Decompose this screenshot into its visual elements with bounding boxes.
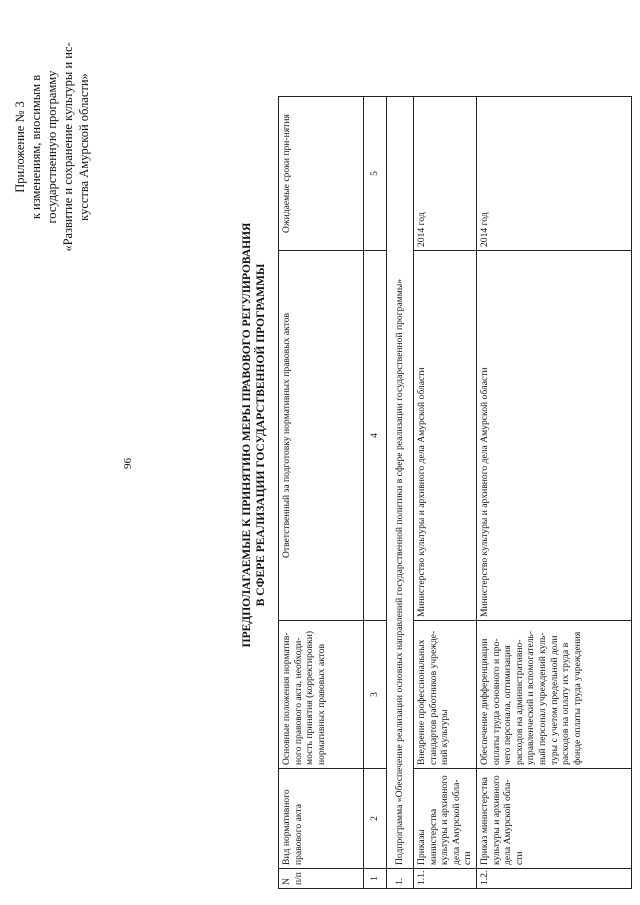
header-cell-responsible: Ответственный за подготовку нормативных правовых актов [279, 251, 364, 621]
appendix-line: «Развитие и сохранение культуры и ис- [61, 42, 75, 252]
subprogram-row [387, 97, 414, 889]
table-header-row [279, 97, 364, 889]
header-cell-number: N п/п [279, 869, 364, 889]
column-number: 1 [364, 869, 387, 889]
row-deadline: 2014 год [414, 97, 477, 251]
column-number-row [364, 97, 387, 889]
column-number: 3 [364, 621, 387, 769]
header-cell-deadline: Ожидаемые сроки при-нятия [279, 97, 364, 251]
row-responsible: Министерство культуры и архивного дела Амурской области [476, 251, 631, 621]
heading-line-1: ПРЕДПОЛАГАЕМЫЕ К ПРИНЯТИЮ МЕРЫ ПРАВОВОГО РЕГУЛИРОВАНИЯ [241, 222, 253, 648]
row-provisions: Внедрение профессиональных стандартов работников учрежде-ний культуры [414, 621, 477, 769]
row-number: 1.2. [476, 869, 631, 889]
appendix-line: государственную программу [45, 70, 59, 224]
heading-line-2: В СФЕРЕ РЕАЛИЗАЦИИ ГОСУДАРСТВЕННОЙ ПРОГРАММЫ [255, 263, 267, 607]
row-act-type: Приказ министерства культуры и архивного дела Амурской обла-сти [476, 769, 631, 869]
table-row [476, 97, 631, 889]
row-act-type: Приказы министерства культуры и архивного дела Амурской обла-сти [414, 769, 477, 869]
column-number: 2 [364, 769, 387, 869]
header-cell-act-type: Вид нормативного правового акта [279, 769, 364, 869]
subprogram-title: Подпрограмма «Обеспечение реализации основных направлений государственной политики в сфере реализации государственной программы» [387, 97, 414, 869]
appendix-note [12, 17, 92, 277]
column-number: 5 [364, 97, 387, 251]
appendix-line: Приложение № 3 [13, 101, 27, 193]
regulation-table [278, 96, 632, 889]
row-provisions: Обеспечение дифференциации оплаты труда основного и про-чего персонала, оптимизация расходов на административно-управленческий и вспомогатель-ный персонал учреждений куль-туры с учетом предельной доли расходов на оплату их труда в фонде оплаты труда учреждения [476, 621, 631, 769]
row-number: 1.1. [414, 869, 477, 889]
document-heading [240, 85, 268, 785]
appendix-line: к изменениям, вносимым в [29, 74, 43, 220]
table-row [414, 97, 477, 889]
appendix-line: кусства Амурской области» [77, 73, 91, 221]
row-responsible: Министерство культуры и архивного дела Амурской области [414, 251, 477, 621]
header-cell-provisions: Основные положения норматив-ного правового акта, необходи-мость принятия (корректировки) нормативных правовых актов [279, 621, 364, 769]
row-deadline: 2014 год [476, 97, 631, 251]
page-number: 96 [122, 458, 134, 469]
subprogram-number: 1. [387, 869, 414, 889]
column-number: 4 [364, 251, 387, 621]
